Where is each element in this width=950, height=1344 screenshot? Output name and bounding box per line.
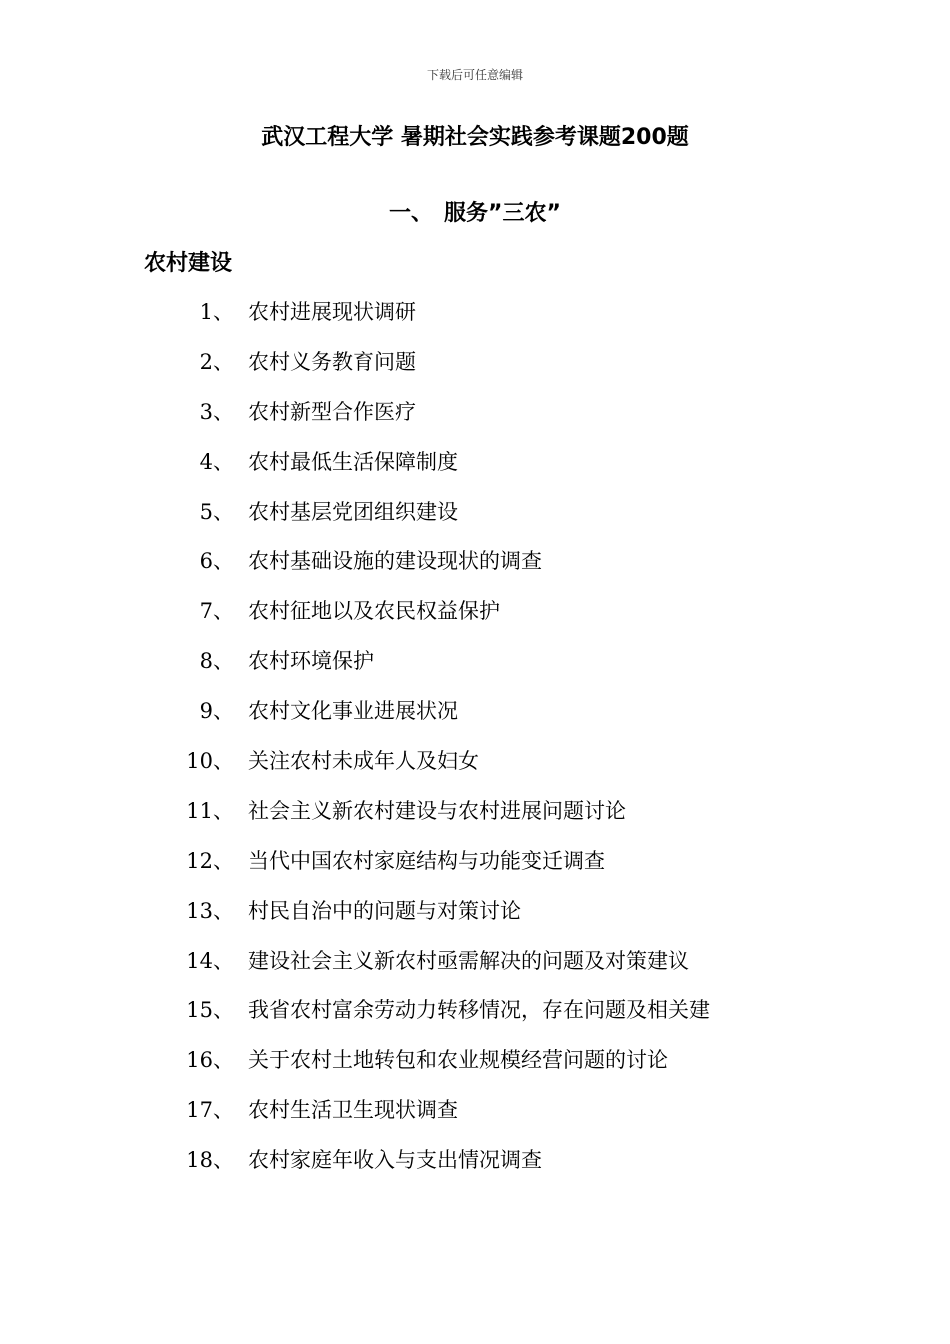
topic-text: 农村环境保护 xyxy=(248,649,374,674)
subsection-heading: 农村建设 xyxy=(144,251,233,276)
topic-text: 关注农村未成年人及妇女 xyxy=(248,749,479,774)
topic-number: 8、 xyxy=(199,649,234,674)
topic-number: 6、 xyxy=(199,549,234,574)
topic-number: 10、 xyxy=(186,749,234,774)
topic-text: 农村新型合作医疗 xyxy=(248,399,416,424)
topic-text: 农村义务教育问题 xyxy=(248,349,416,374)
topic-number: 1、 xyxy=(199,300,234,324)
topic-text: 村民自治中的问题与对策讨论 xyxy=(248,898,521,923)
topic-number: 5、 xyxy=(199,499,234,524)
topic-text: 关于农村土地转包和农业规模经营问题的讨论 xyxy=(248,1048,668,1073)
list-item xyxy=(0,843,950,893)
topic-text: 农村进展现状调研 xyxy=(248,300,416,324)
list-item xyxy=(0,543,950,593)
topic-text: 农村生活卫生现状调查 xyxy=(248,1098,458,1123)
list-item xyxy=(0,1042,950,1092)
list-item xyxy=(0,693,950,743)
list-item xyxy=(0,294,950,344)
topic-text: 农村基础设施的建设现状的调查 xyxy=(248,549,542,574)
list-item xyxy=(0,444,950,494)
list-item xyxy=(0,893,950,943)
topic-number: 13、 xyxy=(186,898,234,923)
topic-number: 15、 xyxy=(186,998,234,1023)
list-item xyxy=(0,593,950,643)
list-item xyxy=(0,992,950,1042)
list-item xyxy=(0,494,950,544)
topic-number: 18、 xyxy=(186,1148,234,1173)
topic-number: 7、 xyxy=(199,599,234,624)
topic-list xyxy=(0,294,950,1192)
topic-text: 当代中国农村家庭结构与功能变迁调查 xyxy=(248,848,605,873)
topic-text: 建设社会主义新农村亟需解决的问题及对策建议 xyxy=(248,948,689,973)
topic-text: 农村家庭年收入与支出情况调查 xyxy=(248,1148,542,1173)
topic-number: 17、 xyxy=(186,1098,234,1123)
topic-number: 2、 xyxy=(199,349,234,374)
topic-number: 12、 xyxy=(186,848,234,873)
list-item xyxy=(0,793,950,843)
topic-number: 9、 xyxy=(199,699,234,724)
section-heading: 一、 服务”三农” xyxy=(389,201,561,226)
topic-number: 16、 xyxy=(186,1048,234,1073)
list-item xyxy=(0,1092,950,1142)
page-header-note: 下载后可任意编辑 xyxy=(426,68,523,82)
list-item xyxy=(0,344,950,394)
topic-text: 社会主义新农村建设与农村进展问题讨论 xyxy=(248,798,626,823)
topic-text: 农村征地以及农民权益保护 xyxy=(248,599,500,624)
list-item xyxy=(0,943,950,993)
list-item xyxy=(0,643,950,693)
topic-text: 农村最低生活保障制度 xyxy=(248,449,458,474)
topic-number: 3、 xyxy=(199,399,234,424)
topic-number: 14、 xyxy=(186,948,234,973)
topic-text: 农村文化事业进展状况 xyxy=(248,699,458,724)
list-item xyxy=(0,394,950,444)
list-item xyxy=(0,743,950,793)
topic-text: 农村基层党团组织建设 xyxy=(248,499,458,524)
list-item xyxy=(0,1142,950,1192)
document-title: 武汉工程大学 暑期社会实践参考课题200题 xyxy=(261,125,689,150)
topic-number: 4、 xyxy=(199,449,234,474)
topic-number: 11、 xyxy=(186,798,234,823)
topic-text: 我省农村富余劳动力转移情况，存在问题及相关建 xyxy=(248,998,710,1023)
